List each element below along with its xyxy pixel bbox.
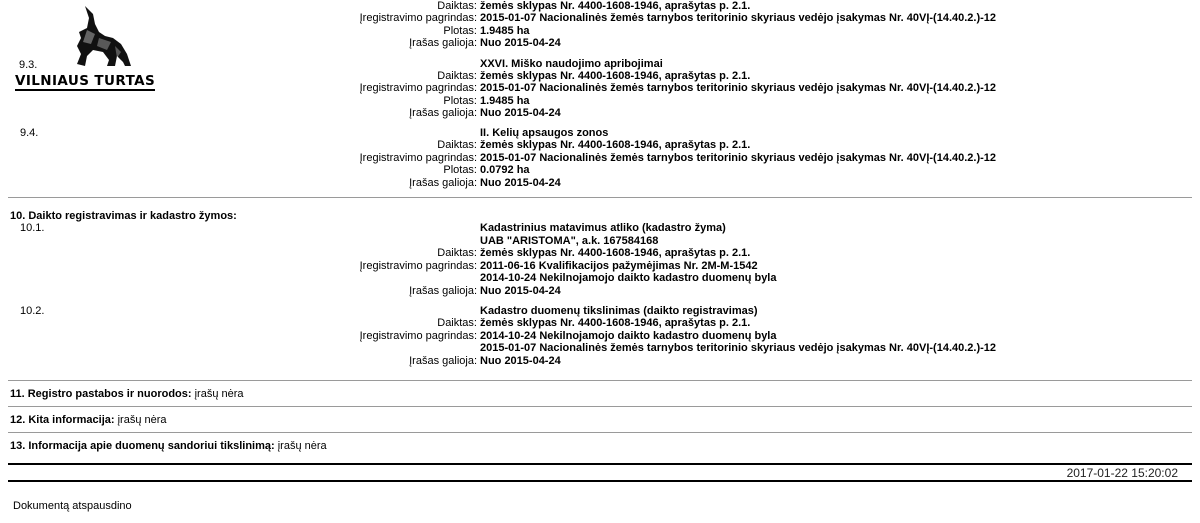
item-10-2-pagrindas: 2014-10-24 Nekilnojamojo daikto kadastro duomenų byla bbox=[480, 330, 777, 342]
item-10-2-galioja: Nuo 2015-04-24 bbox=[480, 355, 561, 367]
label-galioja: Įrašas galioja: bbox=[409, 177, 477, 189]
section-divider bbox=[8, 406, 1192, 407]
item-10-1-title: Kadastrinius matavimus atliko (kadastro žyma) bbox=[480, 222, 726, 234]
section-11-title: 11. Registro pastabos ir nuorodos: bbox=[10, 388, 192, 400]
logo-text: VILNIAUS TURTAS bbox=[15, 73, 156, 89]
item-9-4-title: II. Kelių apsaugos zonos bbox=[480, 127, 609, 139]
item-9-3-daiktas: žemės sklypas Nr. 4400-1608-1946, aprašytas p. 2.1. bbox=[480, 70, 751, 82]
label-pagrindas: Įregistravimo pagrindas: bbox=[359, 330, 477, 342]
printed-by: Dokumentą atspausdino bbox=[13, 500, 132, 512]
item-9-4-daiktas: žemės sklypas Nr. 4400-1608-1946, aprašytas p. 2.1. bbox=[480, 139, 751, 151]
item-10-1-daiktas: žemės sklypas Nr. 4400-1608-1946, aprašytas p. 2.1. bbox=[480, 247, 751, 259]
label-galioja: Įrašas galioja: bbox=[409, 107, 477, 119]
top-plotas-value: 1.9485 ha bbox=[480, 25, 530, 37]
label-pagrindas: Įregistravimo pagrindas: bbox=[359, 12, 477, 24]
label-plotas: Plotas: bbox=[443, 95, 477, 107]
top-pagrindas-value: 2015-01-07 Nacionalinės žemės tarnybos teritorinio skyriaus vedėjo įsakymas Nr. 40VĮ-(14.40.2.)-12 bbox=[480, 12, 997, 24]
section-11 bbox=[10, 388, 244, 400]
label-galioja: Įrašas galioja: bbox=[409, 285, 477, 297]
section-12-value: įrašų nėra bbox=[117, 414, 167, 426]
section-13-title: 13. Informacija apie duomenų sandoriui tikslinimą: bbox=[10, 440, 275, 452]
label-daiktas: Daiktas: bbox=[437, 317, 477, 329]
label-galioja: Įrašas galioja: bbox=[409, 37, 477, 49]
label-daiktas: Daiktas: bbox=[437, 0, 477, 12]
item-10-2-number: 10.2. bbox=[20, 305, 45, 317]
section-12 bbox=[10, 414, 167, 426]
footer-bottom-rule bbox=[8, 480, 1192, 482]
print-timestamp: 2017-01-22 15:20:02 bbox=[1066, 466, 1178, 480]
label-pagrindas: Įregistravimo pagrindas: bbox=[359, 82, 477, 94]
section-11-value: įrašų nėra bbox=[194, 388, 244, 400]
item-9-3-galioja: Nuo 2015-04-24 bbox=[480, 107, 561, 119]
label-daiktas: Daiktas: bbox=[437, 139, 477, 151]
section-13-value: įrašų nėra bbox=[277, 440, 327, 452]
label-plotas: Plotas: bbox=[443, 164, 477, 176]
item-10-1-subtitle: UAB "ARISTOMA", a.k. 167584168 bbox=[480, 235, 659, 247]
item-10-1-pagrindas-2: 2014-10-24 Nekilnojamojo daikto kadastro duomenų byla bbox=[480, 272, 777, 284]
wolf-logo-icon bbox=[57, 4, 139, 68]
top-daiktas-value: žemės sklypas Nr. 4400-1608-1946, aprašytas p. 2.1. bbox=[480, 0, 751, 12]
section-12-title: 12. Kita informacija: bbox=[10, 414, 115, 426]
item-10-2-daiktas: žemės sklypas Nr. 4400-1608-1946, aprašytas p. 2.1. bbox=[480, 317, 751, 329]
item-9-3-number: 9.3. bbox=[19, 59, 38, 71]
item-9-3-title: XXVI. Miško naudojimo apribojimai bbox=[480, 58, 663, 70]
section-13 bbox=[10, 440, 327, 452]
label-galioja: Įrašas galioja: bbox=[409, 355, 477, 367]
label-pagrindas: Įregistravimo pagrindas: bbox=[359, 152, 477, 164]
section-divider bbox=[8, 380, 1192, 381]
label-daiktas: Daiktas: bbox=[437, 70, 477, 82]
top-galioja-value: Nuo 2015-04-24 bbox=[480, 37, 561, 49]
section-divider bbox=[8, 432, 1192, 433]
label-daiktas: Daiktas: bbox=[437, 247, 477, 259]
item-10-1-number: 10.1. bbox=[20, 222, 45, 234]
section-divider bbox=[8, 197, 1192, 198]
item-9-4-number: 9.4. bbox=[20, 127, 39, 139]
label-pagrindas: Įregistravimo pagrindas: bbox=[359, 260, 477, 272]
item-9-3-plotas: 1.9485 ha bbox=[480, 95, 530, 107]
label-plotas: Plotas: bbox=[443, 25, 477, 37]
item-9-4-pagrindas: 2015-01-07 Nacionalinės žemės tarnybos teritorinio skyriaus vedėjo įsakymas Nr. 40VĮ-(14.40.2.)-12 bbox=[480, 152, 997, 164]
item-9-4-galioja: Nuo 2015-04-24 bbox=[480, 177, 561, 189]
item-10-2-pagrindas-2: 2015-01-07 Nacionalinės žemės tarnybos teritorinio skyriaus vedėjo įsakymas Nr. 40VĮ-(14.40.2.)-12 bbox=[480, 342, 997, 354]
item-9-4-plotas: 0.0792 ha bbox=[480, 164, 530, 176]
section-10-title: 10. Daikto registravimas ir kadastro žymos: bbox=[10, 210, 237, 222]
item-9-3-pagrindas: 2015-01-07 Nacionalinės žemės tarnybos teritorinio skyriaus vedėjo įsakymas Nr. 40VĮ-(14.40.2.)-12 bbox=[480, 82, 997, 94]
item-10-1-pagrindas: 2011-06-16 Kvalifikacijos pažymėjimas Nr. 2M-M-1542 bbox=[480, 260, 758, 272]
footer-top-rule bbox=[8, 463, 1192, 465]
item-10-1-galioja: Nuo 2015-04-24 bbox=[480, 285, 561, 297]
item-10-2-title: Kadastro duomenų tikslinimas (daikto registravimas) bbox=[480, 305, 758, 317]
